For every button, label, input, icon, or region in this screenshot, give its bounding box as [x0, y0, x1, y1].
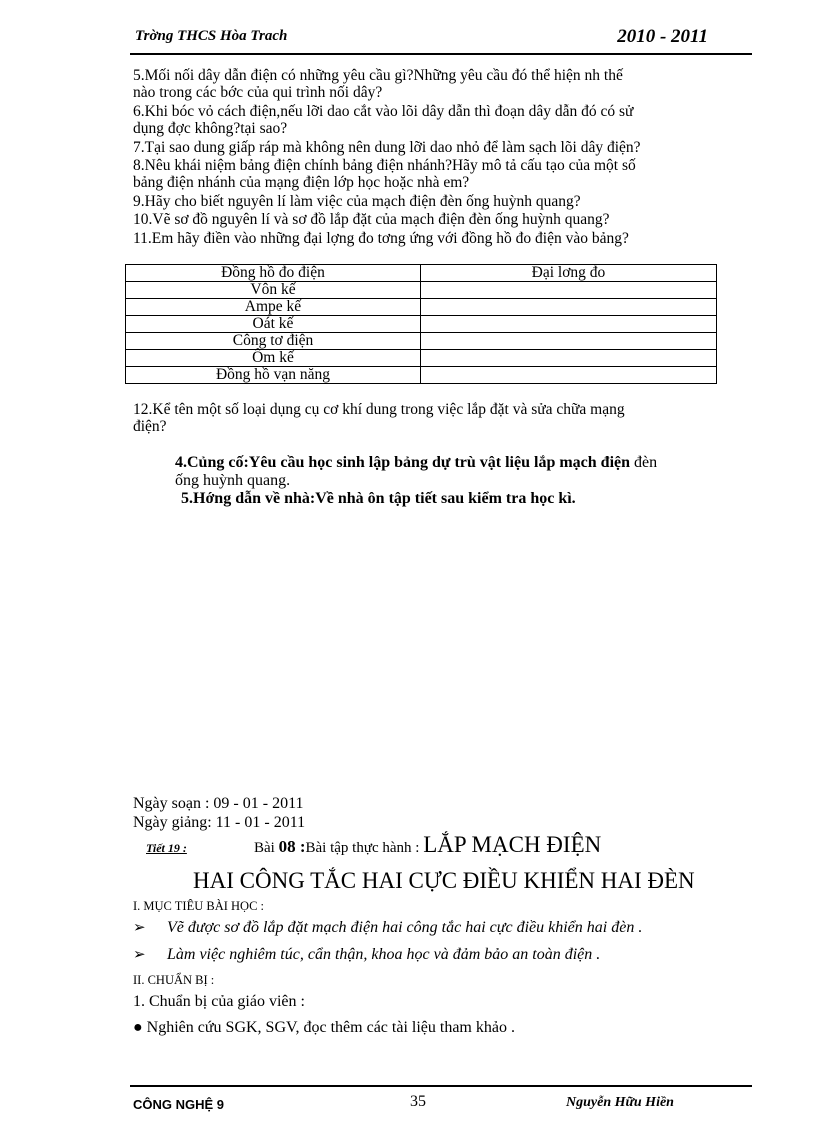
footer-divider [130, 1085, 752, 1087]
list-item-text: Vẽ được sơ đồ lắp đặt mạch điện hai công tắc hai cực điều khiển hai đèn . [167, 919, 643, 936]
table-header: Đồng hồ đo điện [126, 265, 421, 282]
question-line: dụng đợc không?tại sao? [133, 120, 288, 137]
date-taught: Ngày giảng: 11 - 01 - 2011 [133, 814, 306, 831]
date-prepared: Ngày soạn : 09 - 01 - 2011 [133, 795, 304, 812]
subsection-heading: 1. Chuẩn bị của giáo viên : [133, 993, 305, 1010]
header-school: Trờng THCS Hòa Trach [135, 28, 288, 44]
lesson-number: 08 : [278, 837, 306, 856]
table-row [126, 299, 717, 316]
table-row [126, 282, 717, 299]
homework-item: 5.Hớng dẫn về nhà:Về nhà ôn tập tiết sau kiểm tra học kì. [181, 490, 576, 507]
table-header-row [126, 265, 717, 282]
list-item [133, 945, 600, 964]
question-line: 8.Nêu khái niệm bảng điện chính bảng điện nhánh?Hãy mô tả cấu tạo của một số [133, 157, 636, 174]
question-line: 7.Tại sao dung giấp ráp mà không nên dung lỡi dao nhỏ để làm sạch lõi dây điện? [133, 139, 641, 156]
list-item-text: Làm việc nghiêm túc, cẩn thận, khoa học và đảm bảo an toàn điện . [167, 946, 601, 963]
table-cell: Đồng hồ vạn năng [126, 367, 421, 384]
table-cell: Công tơ điện [126, 333, 421, 350]
list-item-text: Nghiên cứu SGK, SGV, đọc thêm các tài liệu tham khảo . [146, 1019, 515, 1036]
table-header: Đại lơng đo [421, 265, 717, 282]
arrow-bullet-icon: ➢ [133, 920, 146, 936]
table-cell [421, 299, 717, 316]
lesson-title-2: HAI CÔNG TẮC HAI CỰC ĐIỀU KHIỂN HAI ĐÈN [193, 868, 695, 893]
dot-bullet-icon: ● [133, 1019, 143, 1036]
question-line: 11.Em hãy điền vào những đại lợng đo tơng ứng với đồng hồ đo điện vào bảng? [133, 230, 629, 247]
section-heading: II. CHUẨN BỊ : [133, 973, 215, 987]
question-line: 9.Hãy cho biết nguyên lí làm việc của mạch điện đèn ống huỳnh quang? [133, 193, 581, 210]
table-cell: Ampe kế [126, 299, 421, 316]
table-row [126, 316, 717, 333]
question-line: bảng điện nhánh của mạng điện lớp học hoặc nhà em? [133, 174, 470, 191]
consolidation-line2: ống huỳnh quang. [175, 472, 291, 489]
table-cell [421, 367, 717, 384]
meters-table [125, 264, 717, 384]
lesson-label: Bài tập thực hành : [305, 840, 424, 856]
footer-page-number: 35 [410, 1093, 426, 1110]
question-line: 12.Kể tên một số loại dụng cụ cơ khí dung trong việc lắp đặt và sửa chữa mạng [133, 401, 625, 418]
question-line: 6.Khi bóc vỏ cách điện,nếu lỡi dao cắt vào lõi dây dẫn thì đoạn dây dẫn đó có sử [133, 103, 634, 120]
footer-subject: CÔNG NGHỆ 9 [133, 1097, 225, 1112]
arrow-bullet-icon: ➢ [133, 947, 146, 963]
lesson-prefix: Bài [254, 840, 279, 856]
table-row [126, 333, 717, 350]
table-cell [421, 316, 717, 333]
lesson-title-1: LẮP MẠCH ĐIỆN [423, 832, 602, 857]
lesson-title-row [146, 832, 601, 858]
lesson-period: Tiết 19 : [146, 841, 187, 855]
question-line: điện? [133, 418, 167, 435]
footer-author: Nguyễn Hữu Hiền [566, 1095, 674, 1110]
consolidation-tail: đèn [630, 454, 658, 471]
table-row [126, 367, 717, 384]
header-divider [130, 53, 752, 55]
table-cell [421, 350, 717, 367]
table-cell [421, 282, 717, 299]
table-cell [421, 333, 717, 350]
header-year: 2010 - 2011 [617, 26, 708, 47]
section-heading: I. MỤC TIÊU BÀI HỌC : [133, 899, 265, 913]
table-cell: Ôm kế [126, 350, 421, 367]
question-line: nào trong các bớc của qui trình nối dây? [133, 84, 383, 101]
table-row [126, 350, 717, 367]
consolidation-item [175, 455, 657, 470]
question-line: 5.Mối nối dây dẫn điện có những yêu cầu gì?Những yêu cầu đó thể hiện nh thế [133, 67, 623, 84]
consolidation-label: 4.Củng cố:Yêu cầu học sinh lập bảng dự trù vật liệu lắp mạch điện [175, 454, 631, 471]
table-cell: Vôn kế [126, 282, 421, 299]
list-item [133, 1019, 515, 1037]
question-line: 10.Vẽ sơ đồ nguyên lí và sơ đồ lắp đặt của mạch điện đèn ống huỳnh quang? [133, 211, 610, 228]
list-item [133, 918, 642, 937]
table-cell: Oát kế [126, 316, 421, 333]
